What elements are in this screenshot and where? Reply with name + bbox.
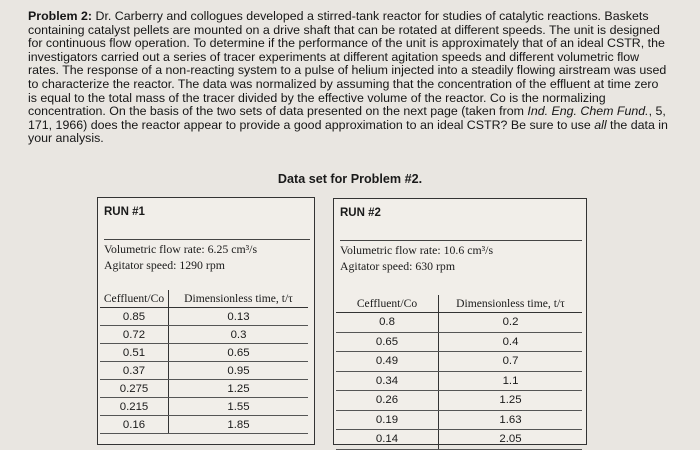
cell-conc: 0.26 [336,391,439,411]
emphasis: all [594,117,607,132]
cell-conc: 0.275 [100,380,169,398]
run-2-table [336,295,582,450]
flow-rate: Volumetric flow rate: 10.6 cm³/s [340,243,494,257]
cell-time: 0.4 [439,332,583,352]
run-2-panel [333,198,587,445]
cell-time: 1.85 [169,416,309,434]
flow-rate: Volumetric flow rate: 6.25 cm³/s [104,242,258,256]
table-row [336,391,582,411]
cell-conc: 0.34 [336,371,439,391]
problem-label: Problem 2: [28,9,93,23]
table-row [100,344,308,362]
cell-conc: 0.72 [100,326,169,344]
problem-text-part2: , 5, 171, 1966) does the reactor appear to provide a good approximation to an ideal CSTR? Be sure to use [28,104,666,132]
cell-conc: 0.14 [336,430,439,450]
run-conditions [340,240,582,274]
table-row [336,332,582,352]
run-1-table [100,290,308,434]
cell-time: 0.65 [169,344,309,362]
col-header-time: Dimensionless time, t/τ [439,295,583,313]
problem-text-part3: the data in your analysis. [28,117,668,146]
cell-time: 1.55 [169,398,309,416]
problem-text [28,9,668,145]
col-header-concentration: Ceffluent/Co [336,295,439,313]
table-row [100,380,308,398]
cell-conc: 0.16 [100,416,169,434]
cell-time: 1.25 [169,380,309,398]
table-row [100,308,308,326]
cell-time: 0.13 [169,308,309,326]
agitator-speed: Agitator speed: 630 rpm [340,258,455,273]
problem-text-part1: Dr. Carberry and collogues developed a stirred-tank reactor for studies of catalytic reactions. Baskets containing catalyst pellets are mounted on a drive shaft that can be rotated at different speeds. The unit is designed for continuous flow operation. To determine if the performance of the unit is approximately that of an ideal CSTR, the investigators carried out a series of tracer experiments at different agitation speeds and different volumetric flow rates. The response of a non-reacting system to a pulse of helium injected into a steadily flowing airstream was used to characterize the reactor. The data was normalized by assuming that the concentration of the effluent at time zero is equal to the total mass of the tracer divided by the effective volume of the reactor. Co is the normalizing concentration. On the basis of the two sets of data presented on the next page (taken from [28,9,667,119]
data-set-caption: Data set for Problem #2. [277,172,423,186]
table-row [336,430,582,450]
cell-time: 0.3 [169,326,309,344]
run-title: RUN #1 [104,206,145,218]
table-row [100,362,308,380]
table-row [336,352,582,372]
cell-conc: 0.215 [100,398,169,416]
citation: Ind. Eng. Chem Fund. [527,104,649,119]
agitator-speed: Agitator speed: 1290 rpm [104,257,225,272]
cell-conc: 0.49 [336,352,439,372]
cell-time: 1.25 [439,391,583,411]
table-row [336,410,582,430]
cell-time: 1.1 [439,371,583,391]
table-row [336,313,582,333]
cell-time: 1.63 [439,410,583,430]
cell-conc: 0.65 [336,332,439,352]
cell-conc: 0.51 [100,344,169,362]
cell-conc: 0.19 [336,410,439,430]
col-header-time: Dimensionless time, t/τ [169,290,309,308]
problem-statement [28,10,668,146]
table-row [336,371,582,391]
col-header-concentration: Ceffluent/Co [100,290,169,308]
cell-time: 0.2 [439,313,583,333]
cell-time: 0.7 [439,352,583,372]
table-row [100,416,308,434]
table-row [100,398,308,416]
cell-conc: 0.37 [100,362,169,380]
cell-time: 0.95 [169,362,309,380]
table-row [100,326,308,344]
run-1-panel [97,197,315,445]
run-title: RUN #2 [340,207,381,219]
run-conditions [104,239,310,273]
cell-time: 2.05 [439,430,583,450]
cell-conc: 0.8 [336,313,439,333]
cell-conc: 0.85 [100,308,169,326]
